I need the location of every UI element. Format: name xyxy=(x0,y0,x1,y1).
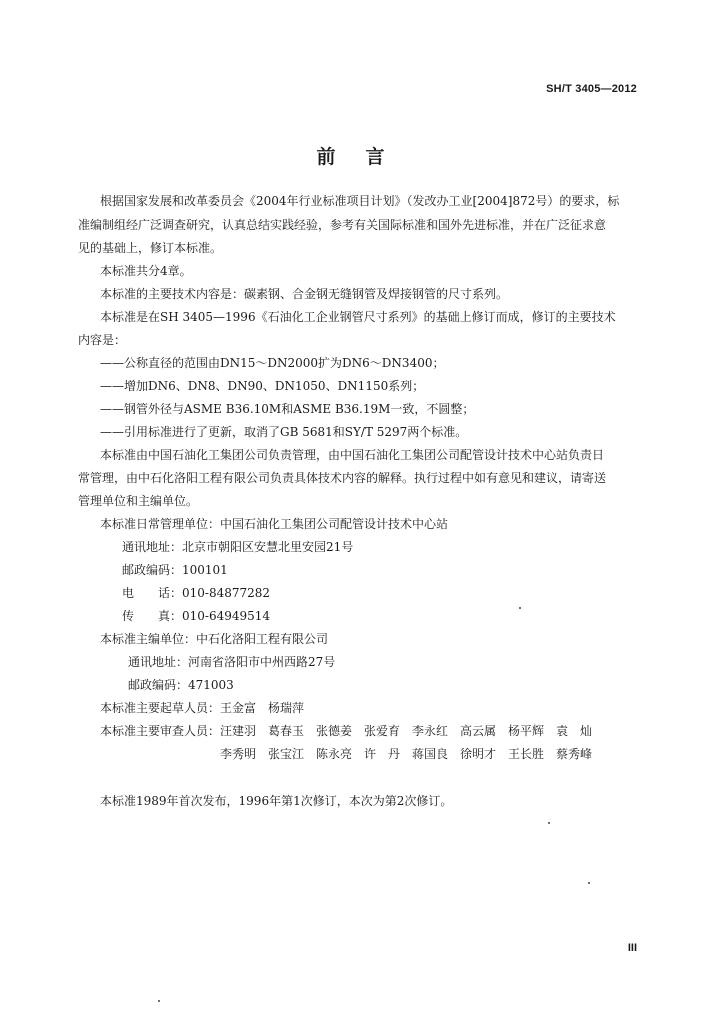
management-unit: 本标准日常管理单位：中国石油化工集团公司配管设计技术中心站 xyxy=(100,517,449,531)
page-number: III xyxy=(627,942,637,954)
reviewers-label: 本标准主要审查人员： xyxy=(100,724,221,738)
management-fax: 传 真：010-64949514 xyxy=(122,609,271,623)
revision-history: 本标准1989年首次发布，1996年第1次修订，本次为第2次修订。 xyxy=(100,794,453,808)
scan-speck xyxy=(158,1000,160,1002)
paragraph-4-line-2: 内容是： xyxy=(78,333,127,347)
paragraph-1-line-3: 见的基础上，修订本标准。 xyxy=(78,241,223,255)
paragraph-5-line-3: 管理单位和主编单位。 xyxy=(78,494,199,508)
scan-speck xyxy=(588,882,590,884)
scan-speck xyxy=(548,822,550,824)
reviewers-row-2: 李秀明 张宝江 陈永亮 许 丹 蒋国良 徐明才 王长胜 蔡秀峰 xyxy=(220,747,593,761)
paragraph-5-line-1: 本标准由中国石油化工集团公司负责管理，由中国石油化工集团公司配管设计技术中心站负责日 xyxy=(100,448,605,462)
list-item: ——增加DN6、DN8、DN90、DN1050、DN1150系列； xyxy=(100,379,425,393)
editor-postcode: 邮政编码：471003 xyxy=(128,678,234,692)
management-postcode: 邮政编码：100101 xyxy=(122,563,228,577)
management-phone: 电 话：010-84877282 xyxy=(122,586,271,600)
paragraph-2: 本标准共分4章。 xyxy=(100,264,192,278)
paragraph-1-line-1: 根据国家发展和改革委员会《2004年行业标准项目计划》（发改办工业[2004]872号）的要求，标 xyxy=(100,194,620,208)
drafters-line: 本标准主要起草人员：王金富 杨瑞萍 xyxy=(100,701,305,715)
paragraph-4-line-1: 本标准是在SH 3405—1996《石油化工企业钢管尺寸系列》的基础上修订而成，修订的主要技术 xyxy=(100,310,616,324)
list-item: ——引用标准进行了更新，取消了GB 5681和SY/T 5297两个标准。 xyxy=(100,425,468,439)
scan-speck xyxy=(519,607,521,609)
reviewers-row-1: 汪建羽 葛春玉 张德姜 张爱育 李永红 高云属 杨平辉 袁 灿 xyxy=(220,724,593,738)
management-address: 通讯地址：北京市朝阳区安慧北里安园21号 xyxy=(122,540,354,554)
editor-address: 通讯地址：河南省洛阳市中州西路27号 xyxy=(128,655,336,669)
paragraph-5-line-2: 常管理，由中石化洛阳工程有限公司负责具体技术内容的解释。执行过程中如有意见和建议，请寄送 xyxy=(78,471,607,485)
paragraph-1-line-2: 准编制组经广泛调查研究，认真总结实践经验，参考有关国际标准和国外先进标准，并在广泛征求意 xyxy=(78,218,607,232)
paragraph-3: 本标准的主要技术内容是：碳素钢、合金钢无缝钢管及焊接钢管的尺寸系列。 xyxy=(100,287,509,301)
editor-unit: 本标准主编单位：中石化洛阳工程有限公司 xyxy=(100,632,329,646)
page-title: 前言 xyxy=(316,146,415,168)
standard-number: SH/T 3405—2012 xyxy=(546,83,637,95)
list-item: ——公称直径的范围由DN15～DN2000扩为DN6～DN3400； xyxy=(100,356,445,370)
list-item: ——钢管外径与ASME B36.10M和ASME B36.19M一致，不圆整； xyxy=(100,402,475,416)
